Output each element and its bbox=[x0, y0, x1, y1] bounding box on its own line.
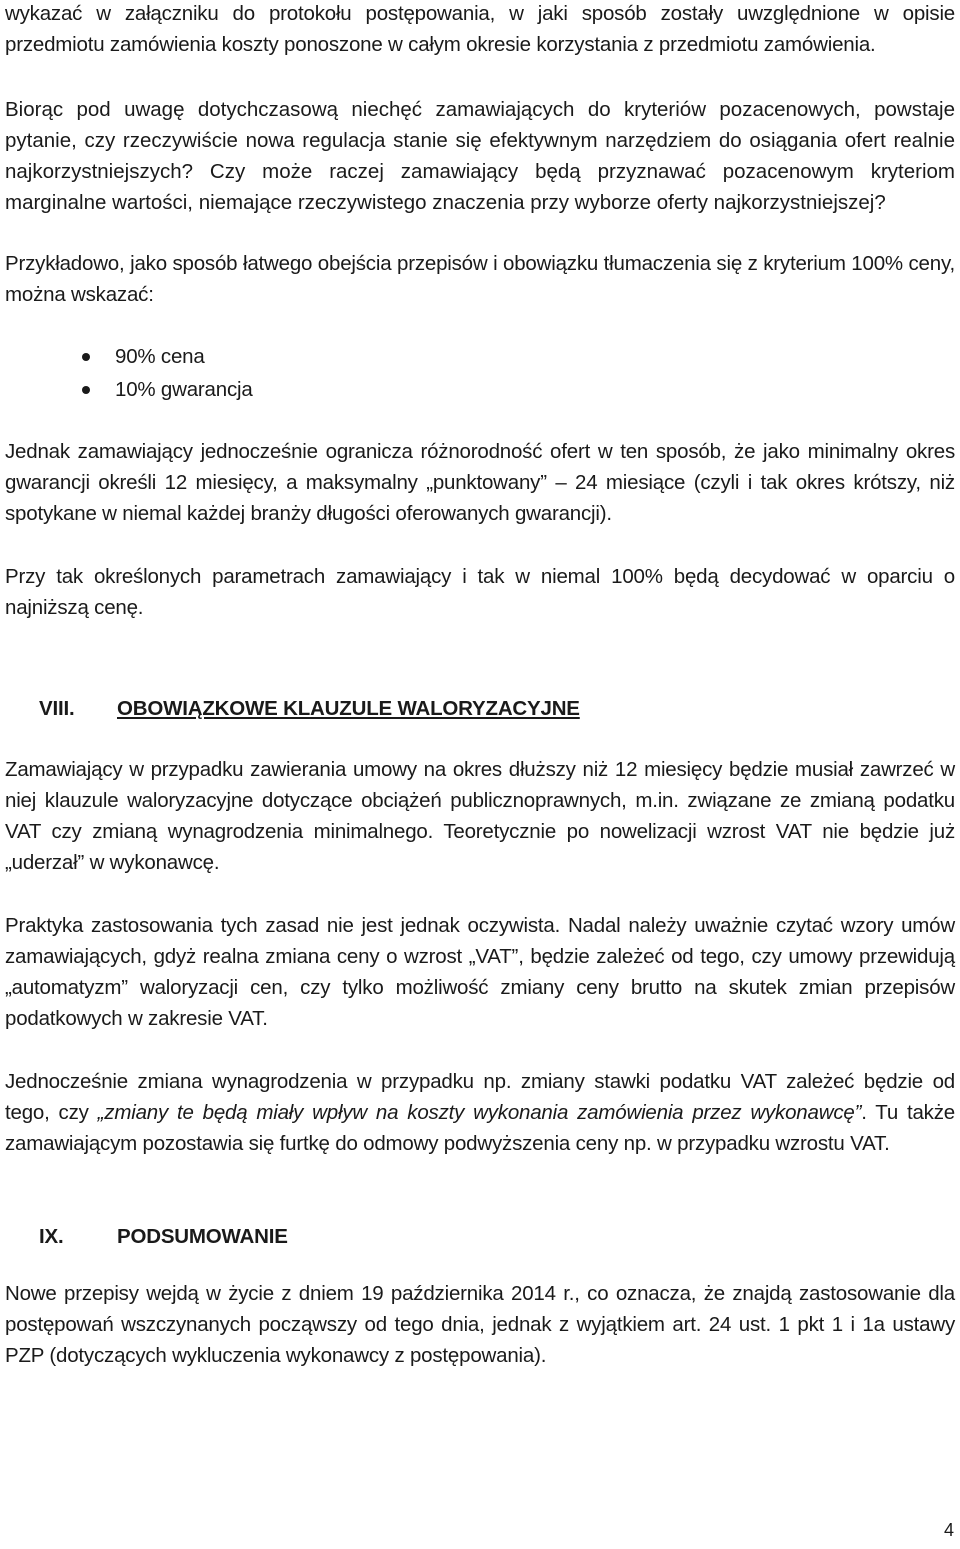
criteria-list bbox=[5, 340, 955, 406]
section-number: IX. bbox=[39, 1225, 64, 1248]
paragraph-question: Biorąc pod uwagę dotychczasową niechęć zamawiających do kryteriów pozacenowych, powstaje pytanie, czy rzeczywiście nowa regulacja stanie się efektywnym narzędziem do osiągania ofert realnie najkorzystniejszych? Czy może raczej zamawiający będą przyznawać pozacenowym kryteriom marginalne wartości, niemające rzeczywistego znaczenia przy wyborze oferty najkorzystniejszej? bbox=[5, 98, 955, 214]
quoted-condition: „zmiany te będą miały wpływ na koszty wykonania zamówienia przez wykonawcę” bbox=[97, 1101, 862, 1124]
section-title: PODSUMOWANIE bbox=[117, 1225, 288, 1248]
section-title: OBOWIĄZKOWE KLAUZULE WALORYZACYJNE bbox=[117, 697, 580, 720]
paragraph-summary: Nowe przepisy wejdą w życie z dniem 19 października 2014 r., co oznacza, że znajdą zastosowanie dla postępowań wszczynanych począwszy od tego dnia, jednak z wyjątkiem art. 24 ust. 1 pkt 1 i 1a ustawy PZP (dotyczących wykluczenia wykonawcy z postępowania). bbox=[5, 1282, 955, 1367]
list-item: 90% cena bbox=[5, 340, 955, 373]
paragraph-lowest-price: Przy tak określonych parametrach zamawiający i tak w niemal 100% będą decydować w oparciu o najniższą cenę. bbox=[5, 565, 955, 619]
list-item: 10% gwarancja bbox=[5, 373, 955, 406]
paragraph-valorization: Zamawiający w przypadku zawierania umowy na okres dłuższy niż 12 miesięcy będzie musiał zawrzeć w niej klauzule waloryzacyjne dotyczące obciążeń publicznoprawnych, m.in. związane ze zmianą podatku VAT czy zmianą wynagrodzenia minimalnego. Teoretycznie po nowelizacji wzrost VAT nie będzie już „uderzał” w wykonawcę. bbox=[5, 758, 955, 874]
paragraph-warranty: Jednak zamawiający jednocześnie ogranicza różnorodność ofert w ten sposób, że jako minimalny okres gwarancji określi 12 miesięcy, a maksymalny „punktowany” – 24 miesiące (czyli i tak okres krótszy, niż spotykane w niemal każdej branży długości oferowanych gwarancji). bbox=[5, 440, 955, 525]
paragraph-practice: Praktyka zastosowania tych zasad nie jest jednak oczywista. Nadal należy uważnie czytać wzory umów zamawiających, gdyż realna zmiana ceny o wzrost „VAT”, będzie zależeć od tego, czy umowy przewidują „automatyzm” waloryzacji cen, czy tylko możliwość zmiany ceny brutto na skutek zmian przepisów podatkowych w zakresie VAT. bbox=[5, 914, 955, 1030]
section-number: VIII. bbox=[39, 697, 75, 720]
paragraph-remuneration: Jednocześnie zmiana wynagrodzenia w przypadku np. zmiany stawki podatku VAT zależeć będzie od tego, czy „zmiany te będą miały wpływ na koszty wykonania zamówienia przez wykonawcę”. Tu także zamawiającym pozostawia się furtkę do odmowy podwyższenia ceny np. w przypadku wzrostu VAT. bbox=[5, 1070, 955, 1155]
page-number: 4 bbox=[943, 1520, 954, 1540]
section-heading-ix bbox=[5, 1221, 955, 1252]
section-heading-viii bbox=[5, 693, 955, 724]
paragraph-intro-continuation: wykazać w załączniku do protokołu postępowania, w jaki sposób zostały uwzględnione w opisie przedmiotu zamówienia koszty ponoszone w całym okresie korzystania z przedmiotu zamówienia. bbox=[5, 2, 955, 56]
bullet-icon bbox=[82, 386, 90, 394]
paragraph-example: Przykładowo, jako sposób łatwego obejścia przepisów i obowiązku tłumaczenia się z kryterium 100% ceny, można wskazać: bbox=[5, 252, 955, 306]
bullet-icon bbox=[82, 353, 90, 361]
